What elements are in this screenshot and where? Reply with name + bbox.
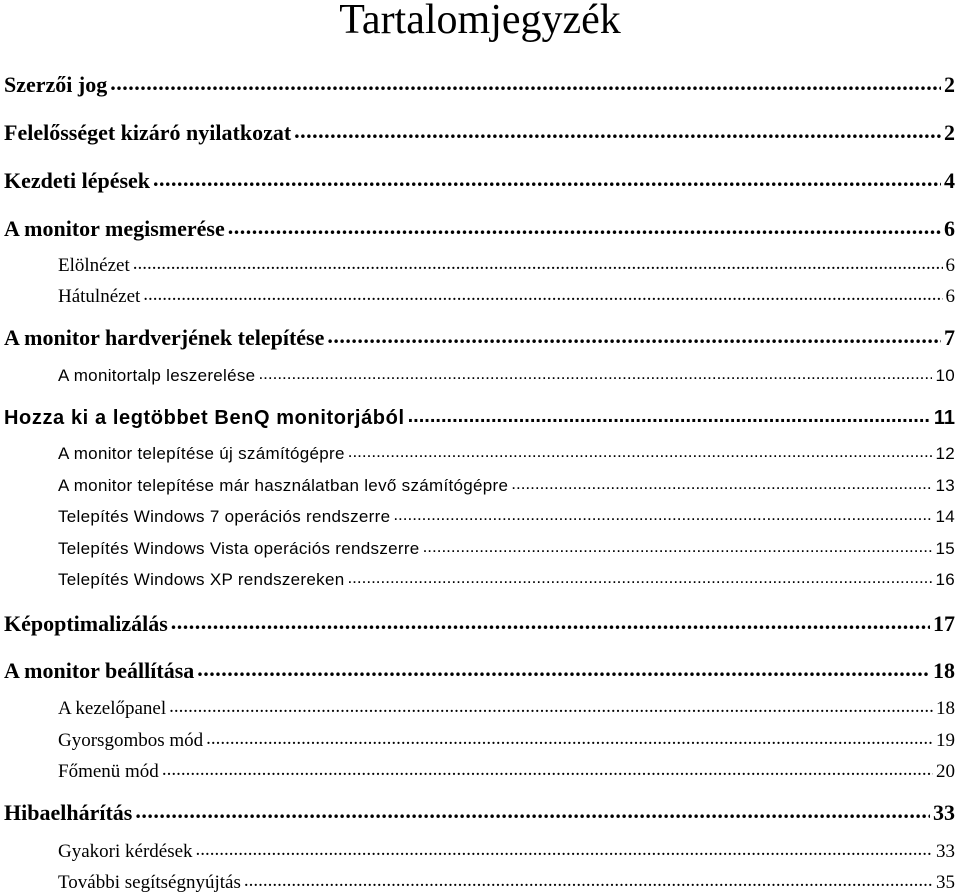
dot-leader: [511, 474, 932, 491]
toc-entry-label: A monitortalp leszerelése: [58, 366, 256, 385]
toc-entry-label: Hozza ki a legtöbbet BenQ monitorjából: [4, 407, 405, 429]
toc-entry-page: 15: [935, 539, 955, 558]
toc-entry-hatulnezet[interactable]: [58, 283, 955, 308]
dot-leader: [153, 166, 941, 188]
toc-entry-label: Elölnézet: [58, 255, 130, 276]
dot-leader: [408, 404, 931, 424]
dot-leader: [423, 537, 933, 554]
toc-entry-a-monitor-megismerese[interactable]: [4, 214, 955, 242]
dot-leader: [133, 252, 943, 271]
dot-leader: [206, 727, 933, 746]
toc-entry-label: Szerzői jog: [4, 72, 108, 97]
toc-entry-gyakori-kerdesek[interactable]: [58, 838, 955, 863]
toc-entry-label: Gyakori kérdések: [58, 841, 193, 862]
toc-entry-label: Hibaelhárítás: [4, 800, 133, 825]
toc-entry-page: 13: [935, 476, 955, 495]
toc-entry-label: Hátulnézet: [58, 286, 141, 307]
toc-entry-page: 14: [935, 507, 955, 526]
toc-entry-label: Telepítés Windows Vista operációs rendszerre: [58, 539, 420, 558]
toc-entry-page: 35: [936, 872, 955, 893]
toc-entry-page: 6: [945, 255, 955, 276]
dot-leader: [294, 118, 941, 140]
toc-entry-hozza-ki-a-legtobbet[interactable]: [4, 404, 955, 430]
page-title: Tartalomjegyzék: [339, 0, 621, 43]
toc-entry-page: 20: [936, 761, 955, 782]
toc-entry-label: A kezelőpanel: [58, 698, 167, 719]
dot-leader: [327, 323, 941, 345]
toc-entry-label: A monitor telepítése új számítógépre: [58, 444, 345, 463]
toc-entry-label: A monitor megismerése: [4, 216, 225, 241]
toc-entry-page: 16: [935, 570, 955, 589]
toc-entry-label: Főmenü mód: [58, 761, 159, 782]
toc-entry-page: 18: [936, 698, 955, 719]
toc-entry-page: 19: [936, 730, 955, 751]
dot-leader: [393, 505, 932, 522]
toc-entry-tovabbi-segitsegnyujtas[interactable]: [58, 869, 955, 894]
toc-entry-page: 11: [933, 407, 955, 429]
toc-entry-page: 7: [944, 325, 955, 350]
toc-entry-page: 12: [935, 444, 955, 463]
dot-leader: [135, 798, 930, 820]
toc-entry-a-monitor-beallitasa[interactable]: [4, 656, 955, 684]
toc-entry-page: 33: [936, 841, 955, 862]
dot-leader: [244, 869, 933, 888]
toc-entry-label: Kezdeti lépések: [4, 168, 151, 193]
dot-leader: [196, 838, 933, 857]
toc-entry-a-kezelopanel[interactable]: [58, 695, 955, 720]
toc-entry-label: A monitor hardverjének telepítése: [4, 325, 325, 350]
dot-leader: [348, 442, 933, 459]
toc-entry-kezdeti-lepesek[interactable]: [4, 166, 955, 194]
dot-leader: [197, 656, 930, 678]
toc-entry-windows-vista[interactable]: [58, 537, 955, 559]
toc-entry-felelosseget-kizaro-nyilatkozat[interactable]: [4, 118, 955, 146]
toc-entry-mar-hasznalatban-levo-szamitogepre[interactable]: [58, 474, 955, 496]
toc-entry-label: Gyorsgombos mód: [58, 730, 204, 751]
toc-entry-a-monitortalp-leszerelese[interactable]: [58, 364, 955, 386]
toc-entry-a-monitor-hardverjenek-telepitese[interactable]: [4, 323, 955, 351]
dot-leader: [258, 364, 932, 381]
toc-entry-uj-szamitogepre[interactable]: [58, 442, 955, 464]
dot-leader: [162, 758, 933, 777]
dot-leader: [143, 283, 942, 302]
toc-entry-windows-xp[interactable]: [58, 568, 955, 590]
toc-entry-label: A monitor beállítása: [4, 658, 195, 683]
toc-entry-page: 17: [933, 611, 955, 636]
toc-entry-hibaelharitas[interactable]: [4, 798, 955, 826]
toc-entry-label: További segítségnyújtás: [58, 872, 241, 893]
toc-entry-page: 6: [945, 286, 955, 307]
toc-entry-page: 4: [944, 168, 955, 193]
toc-entry-label: A monitor telepítése már használatban levő számítógépre: [58, 476, 509, 495]
toc-entry-label: Képoptimalizálás: [4, 611, 168, 636]
toc-entry-page: 2: [944, 72, 955, 97]
toc-entry-fomenu-mod[interactable]: [58, 758, 955, 783]
toc-entry-gyorsgombos-mod[interactable]: [58, 727, 955, 752]
dot-leader: [171, 609, 930, 631]
dot-leader: [228, 214, 941, 236]
toc-entry-elolnezet[interactable]: [58, 252, 955, 277]
toc-entry-szerzoi-jog[interactable]: [4, 70, 955, 98]
toc-entry-page: 2: [944, 120, 955, 145]
toc-entry-kepoptimalizalas[interactable]: [4, 609, 955, 637]
toc-entry-label: Felelősséget kizáró nyilatkozat: [4, 120, 292, 145]
dot-leader: [169, 695, 933, 714]
toc-entry-page: 10: [935, 366, 955, 385]
dot-leader: [110, 70, 941, 92]
toc-entry-page: 18: [933, 658, 955, 683]
toc-entry-label: Telepítés Windows 7 operációs rendszerre: [58, 507, 391, 526]
dot-leader: [347, 568, 932, 585]
toc-entry-windows-7[interactable]: [58, 505, 955, 527]
toc-entry-page: 6: [944, 216, 955, 241]
toc-entry-label: Telepítés Windows XP rendszereken: [58, 570, 345, 589]
toc-entry-page: 33: [933, 800, 955, 825]
